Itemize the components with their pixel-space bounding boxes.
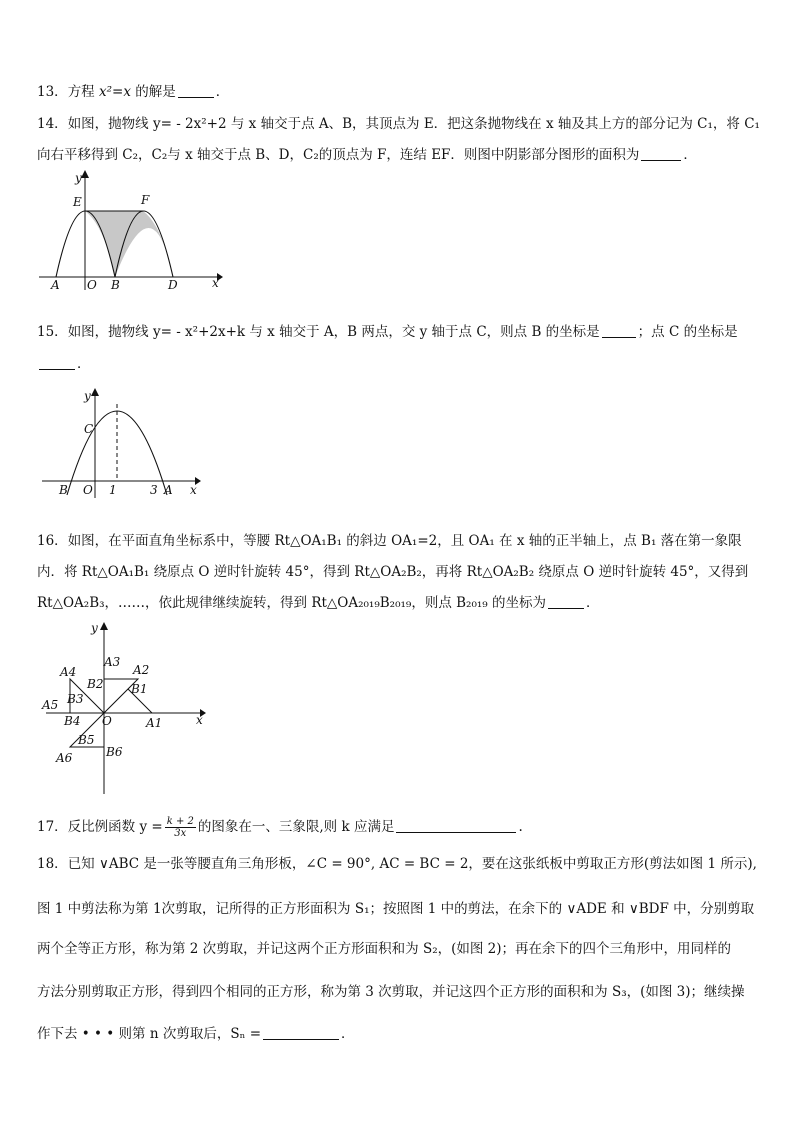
q17-fraction-denominator: 3x [174, 828, 187, 839]
q18-line-5 [37, 1025, 355, 1043]
q17-number: 17． [37, 819, 68, 835]
q14-line-1 [37, 115, 760, 133]
q18-text-2: 图 1 中剪法称为第 1次剪取，记所得的正方形面积为 S₁；按照图 1 中的剪法，在余下的 ∨ADE 和 ∨BDF 中，分别剪取 [37, 901, 755, 917]
q17-line [37, 816, 523, 839]
label-one: 1 [109, 483, 117, 497]
y-axis-arrow [81, 170, 89, 178]
q18-text-4: 方法分别剪取正方形，得到四个相同的正方形，称为第 3 次剪取，并记这四个正方形的面积和为 S₃，(如图 3)；继续操 [37, 984, 745, 1000]
q13-text: 方程 [67, 84, 99, 100]
q16-answer-blank[interactable] [548, 595, 584, 609]
y-axis-arrow [100, 622, 108, 630]
q18-answer-blank[interactable] [263, 1026, 339, 1040]
y-axis-arrow [91, 388, 99, 396]
q14-line-2 [37, 146, 697, 164]
label-y: y [91, 621, 98, 635]
q13-line [37, 83, 229, 101]
q16-text-1: 如图，在平面直角坐标系中，等腰 Rt△OA₁B₁ 的斜边 OA₁=2，且 OA₁ 在 x 轴的正半轴上，点 B₁ 落在第一象限 [67, 533, 742, 549]
label-c: C [84, 422, 94, 436]
label-b4: B4 [64, 714, 81, 728]
q14-text-1: 如图，抛物线 y= - 2x²+2 与 x 轴交于点 A、B，其顶点为 E．把这条抛物线在 x 轴及其上方的部分记为 C₁，将 C₁ [67, 116, 760, 132]
q15-end: ． [77, 356, 91, 372]
label-a1: A1 [146, 716, 163, 730]
q18-text-3: 两个全等正方形，称为第 2 次剪取，并记这两个正方形面积和为 S₂，(如图 2)；再在余下的四个三角形中，用同样的 [37, 941, 732, 957]
q18-number: 18． [37, 856, 68, 872]
q14-number: 14． [37, 116, 68, 132]
q15-text-mid: ；点 C 的坐标是 [637, 324, 738, 340]
label-o: O [102, 714, 112, 728]
q13-answer-blank[interactable] [178, 84, 214, 98]
label-x: x [212, 276, 219, 290]
q13-end: ． [215, 84, 230, 100]
label-y: y [84, 389, 91, 403]
label-e: E [73, 195, 82, 209]
q16-text-3: Rt△OA₂B₃，……，依此规律继续旋转，得到 Rt△OA₂₀₁₉B₂₀₁₉，则点 B₂₀₁₉ 的坐标为 [37, 595, 546, 611]
q18-line-1 [37, 855, 757, 873]
label-d: D [168, 278, 178, 292]
label-b1: B1 [131, 682, 148, 696]
q16-line-3 [37, 594, 599, 612]
q16-text-2: 内．将 Rt△OA₁B₁ 绕原点 O 逆时针旋转 45°，得到 Rt△OA₂B₂，再将 Rt△OA₂B₂ 绕原点 O 逆时针旋转 45°，又得到 [37, 564, 749, 580]
label-f: F [141, 193, 150, 207]
q14-end: ． [683, 147, 697, 163]
label-a5: A5 [42, 698, 59, 712]
q13-number: 13． [37, 84, 68, 100]
q15-line-1 [37, 323, 738, 341]
q16-end: ． [585, 595, 600, 611]
label-o: O [87, 278, 97, 292]
q17-fraction-numerator: k + 2 [166, 816, 194, 827]
q14-answer-blank[interactable] [641, 147, 681, 161]
q16-figure [40, 618, 215, 798]
label-b6: B6 [106, 745, 123, 759]
q16-line-2 [37, 563, 748, 581]
q17-fraction [165, 816, 196, 839]
q18-line-3 [37, 940, 731, 958]
q17-answer-blank[interactable] [396, 819, 516, 833]
label-o: O [83, 483, 93, 497]
label-three: 3 [150, 483, 158, 497]
label-a4: A4 [60, 665, 77, 679]
q18-line-2 [37, 900, 754, 918]
label-a: A [51, 278, 60, 292]
label-x: x [196, 713, 203, 727]
q18-end: ． [341, 1026, 355, 1042]
q15-answer-blank-b[interactable] [602, 324, 636, 338]
q16-number: 16． [37, 533, 68, 549]
q14-shaded-region [85, 211, 173, 277]
label-y: y [75, 171, 82, 185]
q15-line-2 [37, 355, 91, 373]
q15-number: 15． [37, 324, 68, 340]
q14-figure [37, 168, 227, 293]
label-a6: A6 [56, 751, 73, 765]
q15-text-1: 如图，抛物线 y= - x²+2x+k 与 x 轴交于 A，B 两点，交 y 轴于点 C，则点 B 的坐标是 [67, 324, 600, 340]
q15-figure [40, 386, 210, 501]
q18-text-1: 已知 ∨ABC 是一张等腰直角三角形板，∠C = 90°, AC = BC = 2，要在这张纸板中剪取正方形(剪法如图 1 所示), [67, 856, 757, 872]
label-b: B [111, 278, 120, 292]
q17-text-2: 的图象在一、三象限,则 k 应满足 [197, 819, 395, 835]
q16-line-1 [37, 532, 742, 550]
label-b2: B2 [87, 677, 104, 691]
q17-end: . [518, 819, 523, 835]
label-a: A [164, 483, 173, 497]
q15-answer-blank-c[interactable] [39, 356, 75, 370]
label-b5: B5 [78, 733, 95, 747]
label-b: B [59, 483, 68, 497]
q13-equation: x²=x [98, 84, 131, 100]
q14-text-2: 向右平移得到 C₂，C₂与 x 轴交于点 B、D，C₂的顶点为 F，连结 EF．则图中阴影部分图形的面积为 [37, 147, 640, 163]
q18-text-5: 作下去 • • • 则第 n 次剪取后，Sₙ = [37, 1026, 262, 1042]
label-x: x [190, 483, 197, 497]
q18-line-4 [37, 983, 745, 1001]
q13-text-2: 的解是 [130, 84, 176, 100]
label-a2: A2 [133, 663, 150, 677]
label-a3: A3 [104, 655, 121, 669]
q17-text-1: 反比例函数 y = [67, 819, 163, 835]
label-b3: B3 [67, 692, 84, 706]
